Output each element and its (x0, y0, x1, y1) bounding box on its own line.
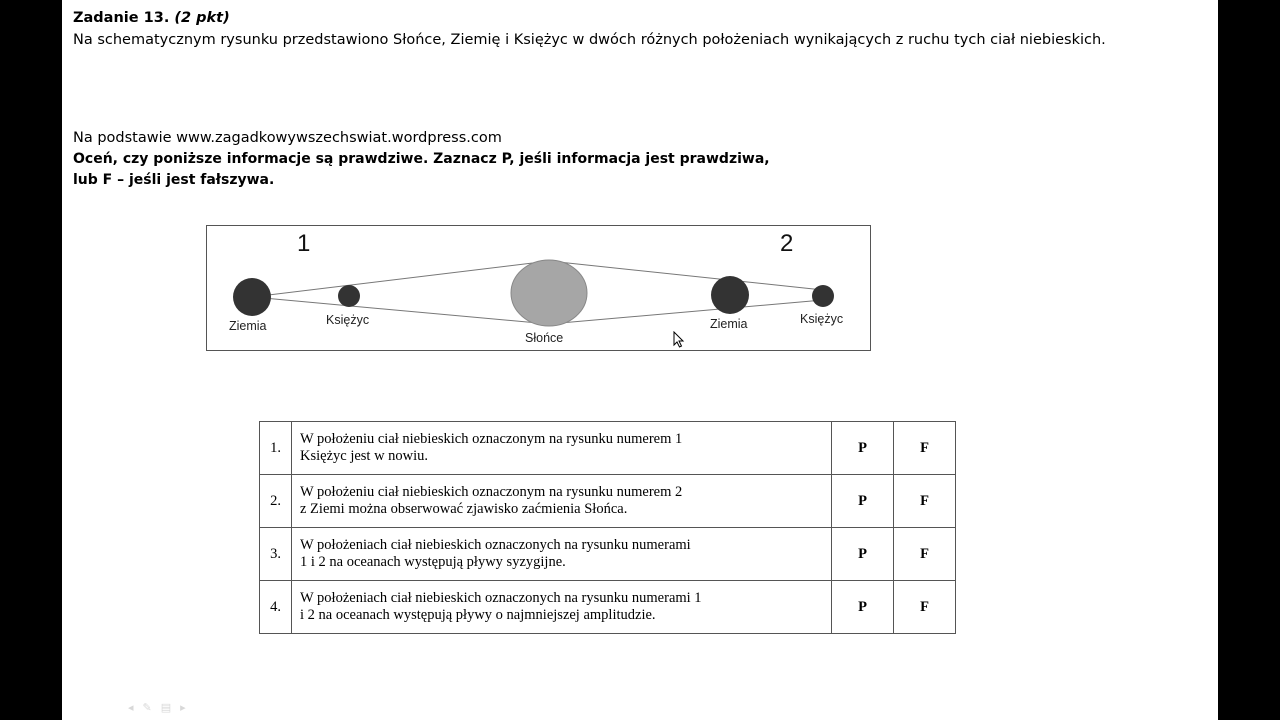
option-label: P (858, 439, 867, 456)
option-label: F (920, 439, 929, 456)
statement-number: 2. (260, 475, 292, 528)
task-title (73, 9, 230, 28)
task-number: Zadanie 13. (73, 10, 170, 26)
instruction-line-1: Oceń, czy poniższe informacje są prawdziwe. Zaznacz P, jeśli informacja jest prawdziwa, (73, 151, 770, 167)
menu-icon[interactable]: ▤ (160, 701, 181, 714)
source-note: Na podstawie www.zagadkowywszechswiat.wordpress.com (73, 130, 502, 146)
earth-left-label: Ziemia (229, 319, 267, 333)
table-row (260, 475, 956, 528)
option-false-3[interactable] (894, 528, 956, 581)
task-points: (2 pkt) (174, 10, 230, 26)
moon-left-circle (338, 285, 360, 307)
ray-bottom-right (549, 300, 823, 324)
moon-left-label: Księżyc (326, 313, 370, 327)
earth-right-circle (711, 276, 749, 314)
ray-top-left (252, 261, 549, 297)
option-label: F (920, 598, 929, 615)
table-row (260, 528, 956, 581)
statement-number: 4. (260, 581, 292, 634)
statement-line-2: i 2 na oceanach występują pływy o najmniejszej amplitudzie. (300, 607, 656, 623)
ray-top-right (549, 261, 823, 290)
option-true-3[interactable] (832, 528, 894, 581)
position-1-label: 1 (297, 230, 311, 257)
statement-text (292, 475, 832, 528)
option-false-4[interactable] (894, 581, 956, 634)
table-row (260, 422, 956, 475)
option-label: P (858, 598, 867, 615)
option-true-2[interactable] (832, 475, 894, 528)
previous-icon[interactable]: ◂ (128, 701, 143, 714)
statement-number: 3. (260, 528, 292, 581)
earth-right-label: Ziemia (710, 317, 748, 331)
diagram-svg (207, 226, 870, 350)
earth-left-circle (233, 278, 271, 316)
sun-earth-moon-diagram (206, 225, 871, 351)
moon-right-label: Księżyc (800, 312, 844, 326)
sun-label: Słońce (525, 331, 564, 345)
statement-text (292, 528, 832, 581)
option-label: P (858, 492, 867, 509)
statement-line-1: W położeniu ciał niebieskich oznaczonym na rysunku numerem 2 (300, 484, 683, 500)
option-label: P (858, 545, 867, 562)
position-2-label: 2 (780, 230, 794, 257)
statement-line-1: W położeniach ciał niebieskich oznaczonych na rysunku numerami 1 (300, 590, 702, 606)
option-label: F (920, 492, 929, 509)
statement-line-1: W położeniu ciał niebieskich oznaczonym na rysunku numerem 1 (300, 431, 683, 447)
task-intro: Na schematycznym rysunku przedstawiono Słońce, Ziemię i Księżyc w dwóch różnych położeniach wynikających z ruchu tych ciał niebieskich. (73, 32, 1106, 48)
instruction-line-2: lub F – jeśli jest fałszywa. (73, 172, 275, 188)
statement-number: 1. (260, 422, 292, 475)
statement-line-2: z Ziemi można obserwować zjawisko zaćmienia Słońca. (300, 501, 628, 517)
moon-right-circle (812, 285, 834, 307)
mouse-pointer-icon (673, 331, 685, 349)
slideshow-toolbar[interactable] (128, 701, 195, 714)
option-label: F (920, 545, 929, 562)
ray-bottom-left (252, 297, 549, 324)
option-false-1[interactable] (894, 422, 956, 475)
slide-page (62, 0, 1218, 720)
sun-circle (511, 260, 587, 326)
statement-text (292, 581, 832, 634)
option-true-1[interactable] (832, 422, 894, 475)
option-true-4[interactable] (832, 581, 894, 634)
option-false-2[interactable] (894, 475, 956, 528)
pen-icon[interactable]: ✎ (142, 701, 161, 714)
true-false-table (259, 421, 956, 634)
statement-line-2: 1 i 2 na oceanach występują pływy syzygijne. (300, 554, 566, 570)
next-icon[interactable]: ▸ (180, 701, 195, 714)
statement-line-2: Księżyc jest w nowiu. (300, 448, 429, 464)
table-row (260, 581, 956, 634)
statement-line-1: W położeniach ciał niebieskich oznaczonych na rysunku numerami (300, 537, 691, 553)
statement-text (292, 422, 832, 475)
